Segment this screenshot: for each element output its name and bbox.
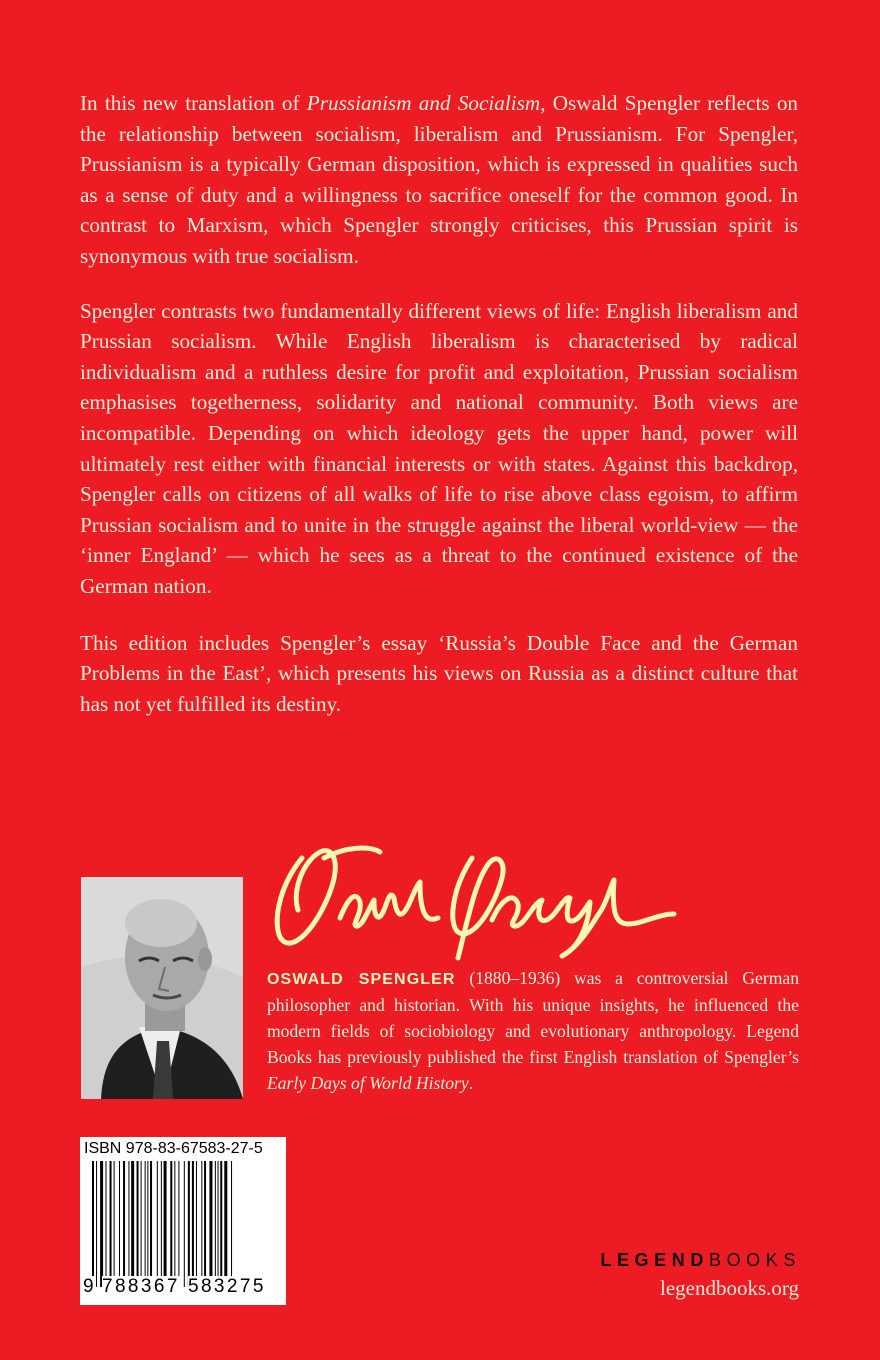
barcode-bar — [231, 1161, 232, 1287]
barcode-bar — [184, 1161, 185, 1287]
blurb — [80, 88, 798, 743]
barcode-bar — [170, 1161, 172, 1287]
barcode-bar — [137, 1161, 139, 1287]
author-bio-end: . — [468, 1072, 474, 1093]
barcode-bar — [123, 1161, 125, 1287]
barcode-bar — [178, 1161, 179, 1287]
blurb-paragraph-3: This edition includes Spengler’s essay ‘Russia’s Double Face and the German Problems in the East’, which presents his views on Russia as a distinct culture that has not yet fulfilled its destiny. — [80, 630, 798, 716]
barcode-bar — [157, 1161, 158, 1287]
barcode-bar — [192, 1161, 194, 1287]
barcode-digits-left: 788367 — [102, 1276, 180, 1297]
barcode-bar — [150, 1161, 152, 1287]
barcode-bar — [141, 1161, 142, 1287]
barcode-bar — [220, 1161, 222, 1287]
barcode-bar — [161, 1161, 162, 1287]
book-title: Prussianism and Socialism — [306, 91, 541, 115]
barcode-bar — [100, 1161, 103, 1287]
barcode-bar — [188, 1161, 190, 1287]
barcode-bars — [92, 1161, 276, 1287]
barcode-bar — [204, 1161, 206, 1287]
barcode-bar — [106, 1161, 107, 1287]
barcode-bar — [209, 1161, 212, 1287]
barcode-bar — [224, 1161, 227, 1287]
publisher-logo-books: BOOKS — [708, 1250, 801, 1270]
barcode-bar — [174, 1161, 175, 1287]
isbn-label: ISBN 978-83-67583-27-5 — [84, 1140, 263, 1157]
barcode-bar — [131, 1161, 134, 1287]
author-portrait — [81, 877, 243, 1099]
author-signature — [262, 828, 692, 968]
barcode-bar — [147, 1161, 148, 1287]
author-bio-body: (1880–1936) was a controversial German philosopher and historian. With his unique insights, he influenced the modern fields of sociobiology and evolutionary anthropology. Legend Books has previously published the first English translation of Spengler’s — [267, 968, 799, 1067]
publisher-url: legendbooks.org — [659, 1276, 799, 1300]
barcode-bar — [218, 1161, 219, 1287]
barcode-bar — [92, 1161, 94, 1287]
barcode-bar — [201, 1161, 202, 1287]
publisher-logo — [545, 1250, 801, 1271]
author-portrait-photo — [81, 877, 243, 1099]
barcode-digit-first: 9 — [83, 1276, 94, 1297]
barcode-bar — [110, 1161, 112, 1287]
barcode-bar — [119, 1161, 120, 1287]
barcode-digits-right: 583275 — [188, 1276, 266, 1297]
publisher-logo-legend: LEGEND — [600, 1250, 709, 1270]
isbn-barcode — [80, 1137, 286, 1305]
blurb-p1-body: , Oswald Spengler reflects on the relationship between socialism, liberalism and Prussianism. For Spengler, Prussianism is a typically German disposition, which is expressed in qualities such as a sense of duty and a willingness to sacrifice oneself for the common good. In contrast to Marxism, which Spengler strongly criticises, this Prussian spirit is synonymous with true socialism. — [80, 91, 799, 268]
barcode-bar — [128, 1161, 129, 1287]
barcode-bar — [114, 1161, 115, 1287]
author-bio — [267, 966, 799, 1097]
barcode-digits — [80, 1276, 286, 1302]
blurb-paragraph-1 — [80, 88, 798, 272]
barcode-bar — [145, 1161, 146, 1287]
previous-book-title: Early Days of World History — [267, 1072, 469, 1093]
blurb-p1-intro: In this new translation of — [80, 91, 307, 115]
blurb-paragraph-2: Spengler contrasts two fundamentally different views of life: English liberalism and Prussian socialism. While English liberalism is characterised by radical individualism and a ruthless desire for profit and exploitation, Prussian socialism emphasises togetherness, solidarity and national community. Both views are incompatible. Depending on which ideology gets the upper hand, power will ultimately rest either with financial interests or with states. Against this backdrop, Spengler calls on citizens of all walks of life to rise above class egoism, to affirm Prussian socialism and to unite in the struggle against the liberal world-view — the ‘inner England’ — which he sees as a threat to the continued existence of the German nation. — [80, 298, 798, 598]
barcode-bar — [164, 1161, 167, 1287]
author-name: OSWALD SPENGLER — [267, 971, 456, 988]
barcode-bar — [215, 1161, 216, 1287]
author-bio-text — [267, 966, 799, 1097]
barcode-bar — [196, 1161, 197, 1287]
barcode-bar — [96, 1161, 97, 1287]
